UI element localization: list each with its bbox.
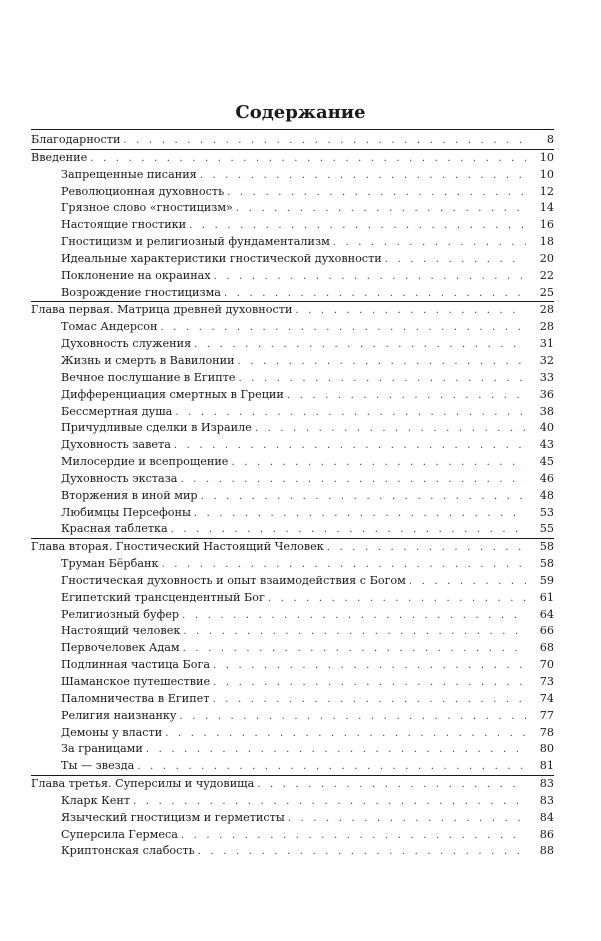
toc-chapter-entry xyxy=(31,132,554,150)
toc-section-entry xyxy=(31,674,554,691)
toc-section-entry xyxy=(31,590,554,607)
toc-entry-label: Революционная духовность xyxy=(61,184,227,201)
toc-page-number: 28 xyxy=(526,302,554,319)
toc-entry-label: Глава первая. Матрица древней духовности xyxy=(31,302,295,319)
toc-dot-leader xyxy=(288,811,526,828)
toc-section-entry xyxy=(31,420,554,437)
toc-section-entry xyxy=(31,556,554,573)
toc-page-number: 86 xyxy=(526,827,554,844)
toc-section-entry xyxy=(31,708,554,725)
toc-page-number: 10 xyxy=(526,167,554,184)
toc-page-number: 36 xyxy=(526,387,554,404)
toc-dot-leader xyxy=(171,522,526,539)
toc-dot-leader xyxy=(194,337,526,354)
toc-entry-label: Труман Бёрбанк xyxy=(61,556,161,573)
toc-page-number: 81 xyxy=(526,758,554,775)
toc-entry-label: Суперсила Гермеса xyxy=(61,827,181,844)
toc-entry-label: Духовность служения xyxy=(61,336,194,353)
toc-entry-label: Вечное послушание в Египте xyxy=(61,370,239,387)
toc-section-entry xyxy=(31,167,554,184)
toc-page-number: 58 xyxy=(526,556,554,573)
toc-page-number: 18 xyxy=(526,234,554,251)
toc-dot-leader xyxy=(194,506,526,523)
toc-section-entry xyxy=(31,793,554,810)
toc-entry-label: Духовность завета xyxy=(61,437,174,454)
toc-dot-leader xyxy=(409,574,526,591)
toc-entry-label: Введение xyxy=(31,150,90,167)
toc-dot-leader xyxy=(238,354,526,371)
toc-page-number: 88 xyxy=(526,843,554,860)
toc-entry-label: Красная таблетка xyxy=(61,521,171,538)
toc-dot-leader xyxy=(160,320,526,337)
toc-chapter-entry xyxy=(31,302,554,319)
toc-dot-leader xyxy=(224,286,526,303)
toc-entry-label: Глава вторая. Гностический Настоящий Человек xyxy=(31,539,327,556)
toc-dot-leader xyxy=(137,759,526,776)
toc-section-entry xyxy=(31,336,554,353)
toc-entry-label: Ты — звезда xyxy=(61,758,137,775)
toc-entry-label: Бессмертная душа xyxy=(61,404,175,421)
toc-section-entry xyxy=(31,234,554,251)
toc-dot-leader xyxy=(180,709,527,726)
toc-entry-label: Идеальные характеристики гностической духовности xyxy=(61,251,385,268)
toc-page-number: 22 xyxy=(526,268,554,285)
toc-page-number: 53 xyxy=(526,505,554,522)
toc-section-entry xyxy=(31,471,554,488)
toc-dot-leader xyxy=(333,235,526,252)
toc-entry-label: Подлинная частица Бога xyxy=(61,657,213,674)
toc-section-entry xyxy=(31,810,554,827)
toc-page-number: 40 xyxy=(526,420,554,437)
title-divider xyxy=(31,129,554,130)
toc-dot-leader xyxy=(174,438,526,455)
toc-entry-label: Гностицизм и религиозный фундаментализм xyxy=(61,234,333,251)
toc-entry-label: Любимцы Персефоны xyxy=(61,505,194,522)
toc-page-number: 84 xyxy=(526,810,554,827)
toc-dot-leader xyxy=(165,726,526,743)
toc-page-number: 14 xyxy=(526,200,554,217)
toc-dot-leader xyxy=(239,371,526,388)
toc-page-number: 80 xyxy=(526,741,554,758)
toc-section-entry xyxy=(31,758,554,776)
toc-page-number: 66 xyxy=(526,623,554,640)
toc-dot-leader xyxy=(201,489,526,506)
toc-page-number: 83 xyxy=(526,776,554,793)
toc-page-number: 73 xyxy=(526,674,554,691)
toc-entry-label: Духовность экстаза xyxy=(61,471,180,488)
toc-dot-leader xyxy=(90,151,526,168)
toc-dot-leader xyxy=(257,777,526,794)
toc-section-entry xyxy=(31,217,554,234)
toc-entry-label: Египетский трансцендентный Бог xyxy=(61,590,268,607)
toc-dot-leader xyxy=(146,742,526,759)
toc-dot-leader xyxy=(213,658,526,675)
toc-entry-label: Поклонение на окраинах xyxy=(61,268,214,285)
toc-page-number: 43 xyxy=(526,437,554,454)
toc-section-entry xyxy=(31,268,554,285)
toc-entry-label: Жизнь и смерть в Вавилонии xyxy=(61,353,238,370)
toc-dot-leader xyxy=(295,303,526,320)
toc-page-number: 38 xyxy=(526,404,554,421)
toc-entry-label: Криптонская слабость xyxy=(61,843,198,860)
toc-section-entry xyxy=(31,741,554,758)
toc-entry-label: Милосердие и всепрощение xyxy=(61,454,231,471)
toc-dot-leader xyxy=(327,540,526,557)
toc-page-number: 16 xyxy=(526,217,554,234)
toc-section-entry xyxy=(31,285,554,303)
toc-page-number: 33 xyxy=(526,370,554,387)
toc-section-entry xyxy=(31,640,554,657)
toc-entry-label: Языческий гностицизм и герметисты xyxy=(61,810,288,827)
toc-entry-label: Религиозный буфер xyxy=(61,607,182,624)
toc-section-entry xyxy=(31,573,554,590)
toc-section-entry xyxy=(31,353,554,370)
toc-page-number: 8 xyxy=(526,132,554,149)
toc-dot-leader xyxy=(175,405,526,422)
toc-entry-label: Вторжения в иной мир xyxy=(61,488,201,505)
toc-entry-label: Настоящий человек xyxy=(61,623,183,640)
toc-dot-leader xyxy=(133,794,526,811)
toc-dot-leader xyxy=(189,218,526,235)
toc-dot-leader xyxy=(198,844,526,861)
toc-entry-label: Дифференциация смертных в Греции xyxy=(61,387,287,404)
toc-page-number: 12 xyxy=(526,184,554,201)
toc-dot-leader xyxy=(227,185,526,202)
toc-dot-leader xyxy=(200,168,526,185)
toc-section-entry xyxy=(31,454,554,471)
toc-entry-label: Глава третья. Суперсилы и чудовища xyxy=(31,776,257,793)
toc-dot-leader xyxy=(231,455,526,472)
toc-entry-label: Паломничества в Египет xyxy=(61,691,213,708)
toc-section-entry xyxy=(31,843,554,860)
toc-page-number: 83 xyxy=(526,793,554,810)
toc-dot-leader xyxy=(180,472,526,489)
toc-section-entry xyxy=(31,184,554,201)
toc-dot-leader xyxy=(183,624,526,641)
toc-page-number: 45 xyxy=(526,454,554,471)
toc-entry-label: Запрещенные писания xyxy=(61,167,200,184)
toc-page-number: 61 xyxy=(526,590,554,607)
toc-dot-leader xyxy=(123,133,526,150)
toc-chapter-entry xyxy=(31,150,554,167)
toc-entry-label: Благодарности xyxy=(31,132,123,149)
toc-chapter-entry xyxy=(31,539,554,556)
toc-page-number: 46 xyxy=(526,471,554,488)
toc-page-number: 10 xyxy=(526,150,554,167)
toc-chapter-entry xyxy=(31,776,554,793)
toc-section-entry xyxy=(31,387,554,404)
toc-dot-leader xyxy=(385,252,526,269)
toc-page-number: 70 xyxy=(526,657,554,674)
toc-dot-leader xyxy=(255,421,526,438)
toc-section-entry xyxy=(31,404,554,421)
toc-section-entry xyxy=(31,521,554,539)
toc-page-number: 48 xyxy=(526,488,554,505)
toc-entry-label: Шаманское путешествие xyxy=(61,674,213,691)
toc-entry-label: За границами xyxy=(61,741,146,758)
toc-entry-label: Причудливые сделки в Израиле xyxy=(61,420,255,437)
toc-section-entry xyxy=(31,505,554,522)
toc-dot-leader xyxy=(182,608,526,625)
toc-section-entry xyxy=(31,251,554,268)
page-title: Содержание xyxy=(235,102,366,123)
toc-section-entry xyxy=(31,691,554,708)
toc-page-number: 78 xyxy=(526,725,554,742)
toc-section-entry xyxy=(31,827,554,844)
toc-dot-leader xyxy=(213,675,526,692)
toc-entry-label: Демоны у власти xyxy=(61,725,165,742)
toc-page-number: 25 xyxy=(526,285,554,302)
toc-section-entry xyxy=(31,437,554,454)
toc-page-number: 59 xyxy=(526,573,554,590)
toc-dot-leader xyxy=(183,641,526,658)
toc-dot-leader xyxy=(214,269,526,286)
toc-page-number: 28 xyxy=(526,319,554,336)
toc-section-entry xyxy=(31,623,554,640)
toc-section-entry xyxy=(31,657,554,674)
toc-entry-label: Возрождение гностицизма xyxy=(61,285,224,302)
toc-dot-leader xyxy=(236,201,526,218)
toc-page-number: 32 xyxy=(526,353,554,370)
toc-dot-leader xyxy=(287,388,526,405)
toc-entry-label: Томас Андерсон xyxy=(61,319,160,336)
toc-page-number: 55 xyxy=(526,521,554,538)
toc-entry-label: Религия наизнанку xyxy=(61,708,180,725)
toc-page-number: 31 xyxy=(526,336,554,353)
toc-dot-leader xyxy=(213,692,527,709)
toc-section-entry xyxy=(31,200,554,217)
toc-entry-label: Настоящие гностики xyxy=(61,217,189,234)
toc-dot-leader xyxy=(161,557,526,574)
toc-section-entry xyxy=(31,607,554,624)
toc-section-entry xyxy=(31,370,554,387)
toc-section-entry xyxy=(31,488,554,505)
toc-page-number: 74 xyxy=(526,691,554,708)
toc-page-number: 20 xyxy=(526,251,554,268)
toc-entry-label: Кларк Кент xyxy=(61,793,133,810)
toc-page-number: 58 xyxy=(526,539,554,556)
toc-dot-leader xyxy=(181,828,526,845)
toc-dot-leader xyxy=(268,591,526,608)
toc-page-number: 64 xyxy=(526,607,554,624)
toc-page-number: 77 xyxy=(526,708,554,725)
table-of-contents xyxy=(31,132,554,860)
toc-section-entry xyxy=(31,725,554,742)
toc-entry-label: Первочеловек Адам xyxy=(61,640,183,657)
toc-section-entry xyxy=(31,319,554,336)
toc-entry-label: Грязное слово «гностицизм» xyxy=(61,200,236,217)
toc-page-number: 68 xyxy=(526,640,554,657)
toc-entry-label: Гностическая духовность и опыт взаимодействия с Богом xyxy=(61,573,409,590)
